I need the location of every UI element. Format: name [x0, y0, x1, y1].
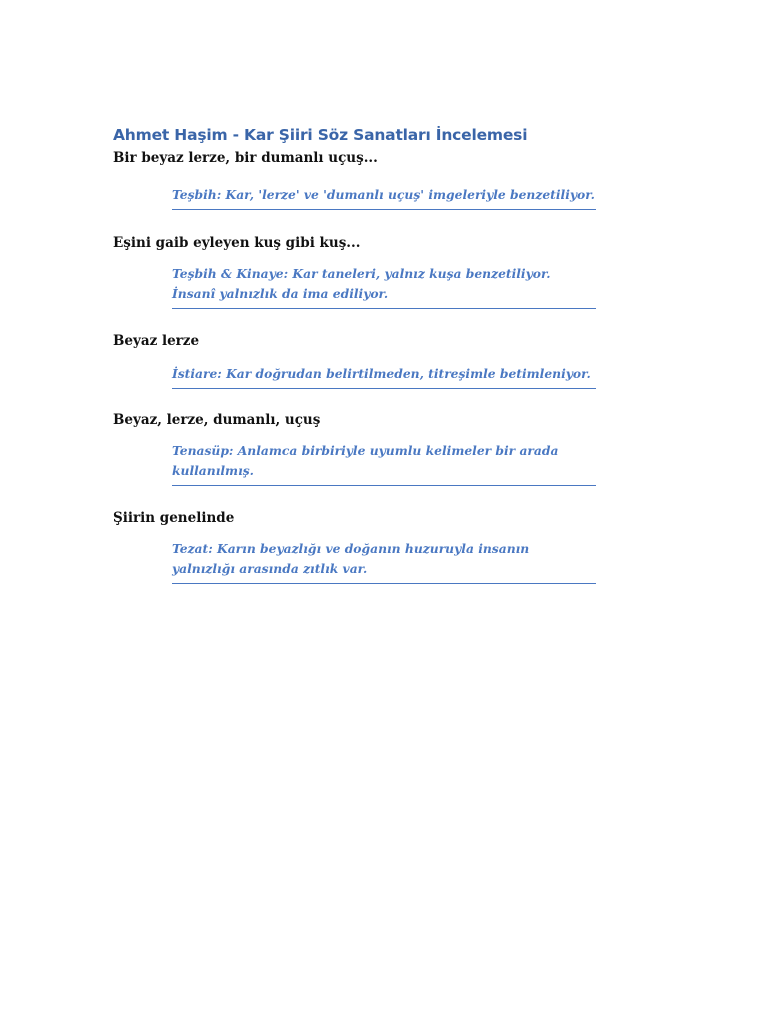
document-page	[113, 124, 596, 584]
literary-device-note: Tenasüp: Anlamca birbiriyle uyumlu kelimeler bir arada kullanılmış.	[172, 441, 596, 486]
literary-device-note: Tezat: Karın beyazlığı ve doğanın huzuruyla insanın yalnızlığı arasında zıtlık var.	[172, 539, 596, 584]
analysis-section	[113, 148, 596, 210]
verse-line: Beyaz lerze	[113, 333, 200, 349]
analysis-section	[113, 233, 596, 309]
analysis-section	[113, 508, 596, 584]
literary-device-note: İstiare: Kar doğrudan belirtilmeden, titreşimle betimleniyor.	[172, 364, 596, 389]
verse-line: Şiirin genelinde	[113, 510, 235, 526]
analysis-section	[113, 331, 596, 389]
verse-line: Eşini gaib eyleyen kuş gibi kuş...	[113, 235, 361, 251]
verse-line: Beyaz, lerze, dumanlı, uçuş	[113, 412, 321, 428]
document-title: Ahmet Haşim - Kar Şiiri Söz Sanatları İncelemesi	[113, 126, 528, 144]
analysis-section	[113, 410, 596, 486]
literary-device-note: Teşbih & Kinaye: Kar taneleri, yalnız kuşa benzetiliyor. İnsanî yalnızlık da ima ediliyor.	[172, 264, 596, 309]
verse-line: Bir beyaz lerze, bir dumanlı uçuş...	[113, 150, 378, 166]
literary-device-note: Teşbih: Kar, 'lerze' ve 'dumanlı uçuş' imgeleriyle benzetiliyor.	[172, 185, 596, 210]
